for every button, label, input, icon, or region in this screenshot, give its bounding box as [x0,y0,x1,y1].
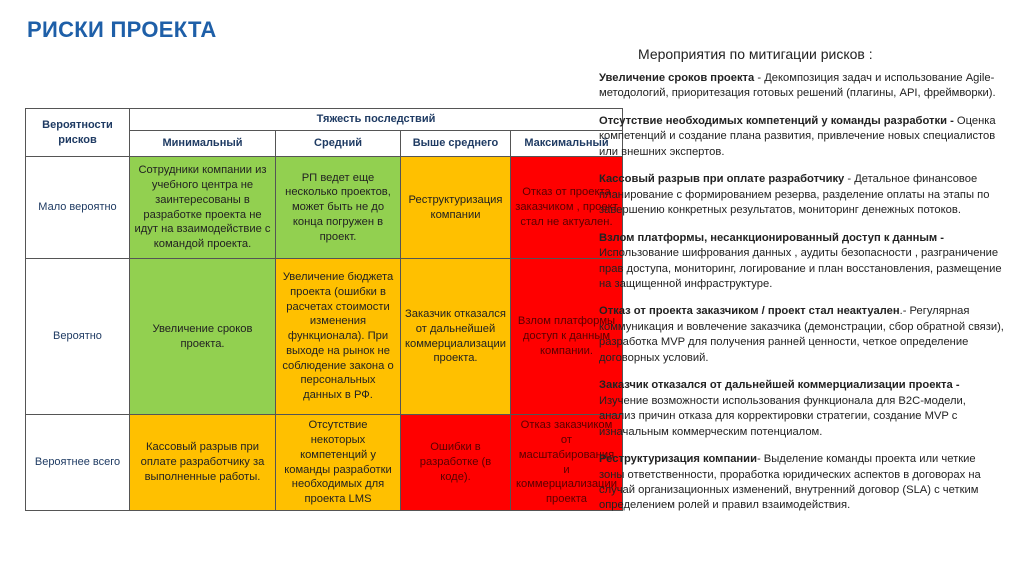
risk-cell: Реструктуризация компании [401,157,511,259]
mitigation-item [599,452,1004,514]
mitigation-item-text: - Декомпозиция задач и использование Agile-методологий, приоритезация готовых решений (плагины, API, фреймворки). [599,72,996,100]
mitigation-item-title: Отсутствие необходимых компетенций у команды разработки - [599,114,954,127]
severity-header: Тяжесть последствий [130,109,623,131]
risk-cell: Ошибки в разработке (в коде). [401,415,511,511]
mitigation-list [599,71,1004,526]
mitigation-item [599,172,1004,218]
mitigation-item [599,71,1004,102]
mitigation-item [599,378,1004,440]
mitigation-item-text: Изучение возможности использования функционала для B2C-модели, анализ причин отказа для корректировки стратегии, создание MVP с изначальным коммерческим потенциалом. [599,394,966,438]
mitigation-heading: Мероприятия по митигации рисков : [638,46,873,62]
mitigation-item [599,231,1004,293]
risk-cell: Кассовый разрыв при оплате разработчику за выполненные работы. [130,415,276,511]
risk-cell: Отсутствие некоторых компетенций у команды разработки необходимых для проекта LMS [276,415,401,511]
column-header-minimal: Минимальный [130,131,276,157]
matrix-corner-header: Вероятности рисков [26,109,130,157]
mitigation-item-text: Использование шифрования данных , аудиты безопасности , разграничение прав доступа, мониторинг, логирование и план восстановления, размещение на защищенной инфраструктуре. [599,247,1002,290]
risk-cell: РП ведет еще несколько проектов, может быть не до конца погружен в проект. [276,157,401,259]
row-header-most-likely: Вероятнее всего [26,415,130,511]
mitigation-item [599,114,1004,160]
mitigation-item-title: Отказ от проекта заказчиком / проект стал неактуален [599,305,900,318]
column-header-maximal: Максимальный [510,131,622,157]
mitigation-item-text: .- Регулярная коммуникация и вовлечение заказчика (демонстрации, сбор обратной связи), разработка MVP для получения ранней ценности, четкое определение договорных условий. [599,305,1004,364]
row-header-unlikely: Мало вероятно [26,157,130,259]
column-header-medium: Средний [276,131,401,157]
mitigation-item-title: Кассовый разрыв при оплате разработчику [599,173,845,186]
mitigation-item-title: Увеличение сроков проекта [599,72,755,84]
mitigation-item-text: Оценка компетенций и создание плана развития, привлечение новых специалистов или внешних экспертов. [599,114,996,158]
row-header-likely: Вероятно [26,259,130,415]
mitigation-item [599,304,1004,366]
mitigation-item-text: - Детальное финансовое планирование с формированием резерва, разделение оплаты на этапы по завершению конкретных результатов, мониторинг денежных потоков. [599,173,990,217]
risk-cell: Увеличение сроков проекта. [130,259,276,415]
mitigation-item-text: - Выделение команды проекта или четкие зоны ответственности, проработка юридических аспектов в договорах на случай организационных изменений, внутренний договор (SLA) с четким определением ролей и правил взаимодействия. [599,453,981,512]
risk-cell: Взлом платформы доступ к данным компании. [510,259,622,415]
mitigation-item-title: Заказчик отказался от дальнейшей коммерциализации проекта - [599,379,960,392]
risk-cell: Отказ от проекта заказчиком , проект стал не актуален. [510,157,622,259]
risk-cell: Заказчик отказался от дальнейшей коммерциализации проекта. [401,259,511,415]
mitigation-item-title: Реструктуризация компании [599,453,757,466]
risk-cell: Увеличение бюджета проекта (ошибки в расчетах стоимости изменения функционала). При выходе на рынок не соблюдение закона о персональных данных в РФ. [276,259,401,415]
risk-matrix-table [25,108,623,511]
risk-cell: Сотрудники компании из учебного центра не заинтересованы в разработке проекта не идут на взаимодействие с командой проекта. [130,157,276,259]
page-title: РИСКИ ПРОЕКТА [27,17,217,42]
mitigation-item-title: Взлом платформы, несанкционированный доступ к данным - [599,231,945,244]
risk-cell: Отказ заказчиком от масштабирования и коммерциализации проекта [510,415,622,511]
table-row [26,157,623,259]
table-row [26,259,623,415]
column-header-above-medium: Выше среднего [401,131,511,157]
table-row [26,415,623,511]
